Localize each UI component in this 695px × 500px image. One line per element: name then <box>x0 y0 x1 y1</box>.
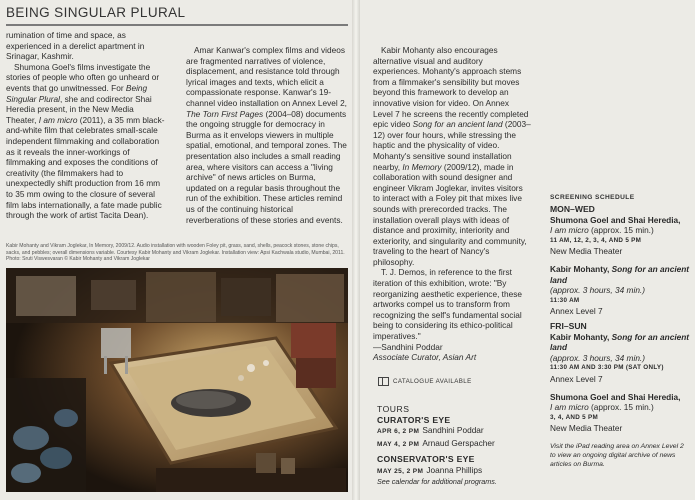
screening-duration: (approx. 3 hours, 34 min.) <box>550 285 645 296</box>
text-column-3 <box>373 45 531 363</box>
catalogue-note <box>378 377 472 386</box>
tour-entry: APR 6, 2 PM Sandhini Poddar <box>377 425 484 435</box>
paragraph: T. J. Demos, in reference to the first iteration of this exhibition, wrote: "By reorganizing aesthetic experience, these artworks compel us to transform from recognizing the self's fundamental social being to considering its ethico-political imperatives." <box>373 267 522 342</box>
screening-work: Kabir Mohanty, Song for an ancient land <box>550 264 690 285</box>
installation-photo <box>6 268 348 492</box>
screening-times: 11:30 AM <box>550 296 580 304</box>
author-name: —Sandhini Poddar <box>373 341 443 352</box>
text-column-1 <box>6 30 166 221</box>
curators-eye-heading: CURATOR'S EYE <box>377 414 451 425</box>
paragraph: Kabir Mohanty also encourages alternative visual and auditory experiences. Mohanty's approach stems from a filmmaker's sensibility but moves beyond this framework to develop an innovative vision for video. On Annex Level 7 he screens the recently completed epic video Song for an ancient land (2003–12) over four hours, while stressing the haptic and the physicality of video. Mohanty's sensitive sound installation nearby, In Memory (2009/12), made in collaboration with sound designer and engineer Vikram Joglekar, invites visitors to interact with a Foley pit that mixes live sounds with prerecorded tracks. The installation overall plays with ideas of distance and proximity, interiority and exteriority, and singularity and community, traveling to the heart of Nancy's philosophy. <box>373 45 531 267</box>
tour-entry: MAY 25, 2 PM Joanna Phillips <box>377 464 483 475</box>
tours-section <box>377 404 547 488</box>
paragraph: rumination of time and space, as experienced in a derelict apartment in Srinagar, Kashmir. <box>6 30 145 62</box>
catalogue-label: CATALOGUE AVAILABLE <box>393 378 472 385</box>
screening-work: I am micro (approx. 15 min.) <box>550 225 654 236</box>
screening-venue: Annex Level 7 <box>550 306 603 317</box>
screening-times: 11:30 AM AND 3:30 PM (SAT ONLY) <box>550 364 664 372</box>
paragraph: Shumona Goel's films investigate the stories of people who often go unheard or events that go unwitnessed. For Being Singular Plural, she and codirector Shai Heredia present, in the New Media Theater, I am micro (2011), a 35 mm black-and-white film that celebrates small-scale independent filmmaking and collaboration as it reveals the inner-workings of filmmaking and exposes the conditions of creativity (the filmmakers had to unexpectedly shift production from 16 mm to 35 mm owing to the closure of several film labs internationally, a fate made public through the work of artist Tacita Dean). <box>6 61 165 221</box>
screening-venue: New Media Theater <box>550 246 623 257</box>
screening-work: Kabir Mohanty, Song for an ancient land <box>550 331 690 353</box>
tours-title: TOURS <box>377 404 410 414</box>
tour-entry: MAY 4, 2 PM Arnaud Gerspacher <box>377 437 495 448</box>
screening-venue: New Media Theater <box>550 423 623 434</box>
tours-note: See calendar for additional programs. <box>377 477 497 486</box>
screening-title: Shumona Goel and Shai Heredia, <box>550 391 681 402</box>
screening-work: I am micro (approx. 15 min.) <box>550 402 654 413</box>
title-rule <box>6 24 348 26</box>
screening-times: 11 AM, 12, 2, 3, 4, AND 5 PM <box>550 236 642 244</box>
paragraph: Amar Kanwar's complex films and videos are fragmented narratives of violence, displacement, and resistance told through lyrical images and texts, which elicit a compassionate response. Kanwar's 19-channel video installation on Annex Level 2, The Torn First Pages (2004–08) documents the ongoing struggle for democracy in Burma as it envelops viewers in multiple spatial, emotional, and temporal zones. The presentation also includes a small reading area, where visitors can access a "living archive" of news articles on Burma, updated on a regular basis throughout the run of the exhibition. These articles remind us of the continuing historical reverberations of these stories and events. <box>186 45 347 225</box>
page-title: BEING SINGULAR PLURAL <box>6 5 186 20</box>
day-range-fri-sun: FRI–SUN <box>550 321 587 332</box>
book-icon <box>378 377 389 386</box>
schedule-note: Visit the iPad reading area on Annex Level 2 to view an ongoing digital archive of news articles on Burma. <box>550 442 684 468</box>
screening-venue: Annex Level 7 <box>550 373 603 384</box>
screening-schedule <box>550 193 690 469</box>
day-range-mon-wed: MON–WED <box>550 204 595 215</box>
author-title: Associate Curator, Asian Art <box>373 352 477 363</box>
screening-times: 3, 4, AND 5 PM <box>550 413 599 421</box>
installation-photo-illustration <box>6 268 348 492</box>
conservators-eye-heading: CONSERVATOR'S EYE <box>377 454 475 464</box>
screening-duration: (approx. 3 hours, 34 min.) <box>550 352 645 363</box>
schedule-title: SCREENING SCHEDULE <box>550 194 635 201</box>
text-column-2 <box>186 45 348 225</box>
photo-caption: Kabir Mohanty and Vikram Joglekar, In Memory, 2009/12. Audio installation with wooden Foley pit, grass, sand, shells, peacock stones, stone chips, sacks, and pebbles; overall dimensions variable. Courtesy Kabir Mohanty and Vikram Joglekar. Installation view: Apsi Kachwala studio, Mumbai, 2011. Photo: Sruti Viswesvaran © Kabir Mohanty and Vikram Joglekar <box>6 243 345 263</box>
page-spine <box>352 0 360 500</box>
screening-title: Shumona Goel and Shai Heredia, <box>550 214 681 225</box>
